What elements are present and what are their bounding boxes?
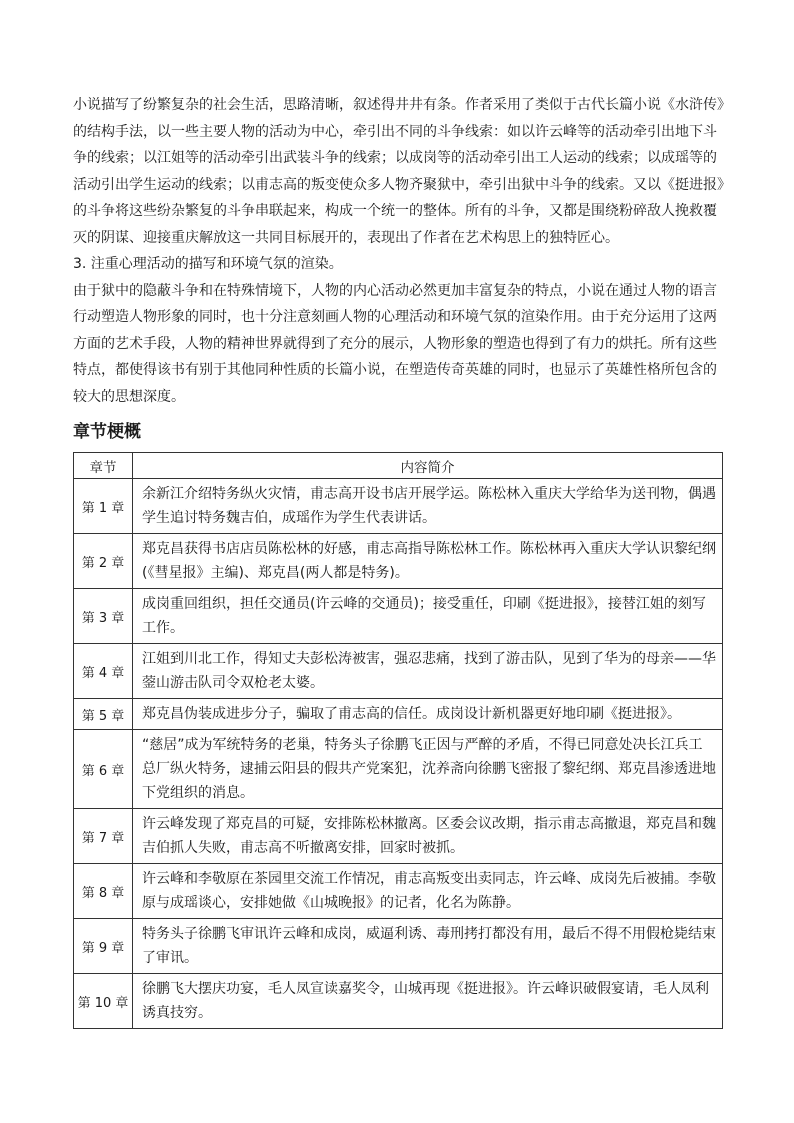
point-3-line: 行动塑造人物形象的同时，也十分注意刻画人物的心理活动和环境气氛的渲染作用。由于充分运用了这两 (73, 309, 717, 325)
summary-line: 许云峰发现了郑克昌的可疑，安排陈松林撤离。区委会议改期，指示甫志高撤退，郑克昌和魏 (142, 816, 716, 832)
table-row (74, 974, 723, 1029)
table-row (74, 479, 723, 534)
summary-line: 余新江介绍特务纵火灾情，甫志高开设书店开展学运。陈松林入重庆大学给华为送刊物，偶遇 (142, 486, 716, 502)
document-page (73, 92, 731, 1029)
summary-cell (133, 479, 723, 534)
point-3-line: 较大的思想深度。 (73, 388, 185, 405)
chapter-cell: 第 7 章 (74, 809, 133, 864)
table-row (74, 699, 723, 730)
section-heading: 章节梗概 (73, 422, 141, 442)
chapter-cell: 第 6 章 (74, 730, 133, 809)
summary-cell (133, 809, 723, 864)
summary-line: 诱真技穷。 (142, 1005, 212, 1021)
summary-line: 郑克昌伪装成进步分子，骗取了甫志高的信任。成岗设计新机器更好地印刷《挺进报》。 (142, 706, 681, 722)
point-3-line: 方面的艺术手段，人物的精神世界就得到了充分的展示，人物形象的塑造也得到了有力的烘托。所有这些 (73, 335, 717, 352)
header-summary: 内容简介 (133, 453, 723, 479)
summary-line: 吉伯抓人失败，甫志高不听撤离安排，回家时被抓。 (142, 840, 464, 856)
header-chapter: 章节 (74, 453, 133, 479)
point-3-line: 特点，都使得该书有别于其他同种性质的长篇小说，在塑造传奇英雄的同时，也显示了英雄性格所包含的 (73, 362, 717, 378)
chapter-cell: 第 8 章 (74, 864, 133, 919)
summary-line: 郑克昌获得书店店员陈松林的好感，甫志高指导陈松林工作。陈松林再入重庆大学认识黎纪纲 (142, 541, 716, 557)
summary-cell (133, 974, 723, 1029)
summary-cell (133, 534, 723, 589)
summary-line: 江姐到川北工作，得知丈夫彭松涛被害，强忍悲痛，找到了游击队，见到了华为的母亲——华 (142, 651, 716, 667)
chapter-cell: 第 4 章 (74, 644, 133, 699)
table-row (74, 644, 723, 699)
table-row (74, 589, 723, 644)
summary-line: 了审讯。 (142, 950, 198, 966)
intro-line: 小说描写了纷繁复杂的社会生活，思路清晰，叙述得井井有条。作者采用了类似于古代长篇小说《水浒传》 (73, 97, 731, 113)
summary-line: 原与成瑶谈心，安排她做《山城晚报》的记者，化名为陈静。 (142, 895, 520, 911)
table-row (74, 864, 723, 919)
summary-line: 成岗重回组织，担任交通员(许云峰的交通员)；接受重任，印刷《挺进报》，接替江姐的刻写 (142, 596, 706, 612)
table-header-row (74, 453, 723, 479)
summary-line: 总厂纵火特务，逮捕云阳县的假共产党案犯，沈养斋向徐鹏飞密报了黎纪纲、郑克昌渗透进地 (142, 761, 716, 777)
intro-line: 灭的阴谋、迎接重庆解放这一共同目标展开的，表现出了作者在艺术构思上的独特匠心。 (73, 229, 619, 246)
intro-line: 的斗争将这些纷杂繁复的斗争串联起来，构成一个统一的整体。所有的斗争，又都是围绕粉碎敌人挽救覆 (73, 203, 717, 219)
table-row (74, 730, 723, 809)
chapter-table (73, 452, 723, 1029)
intro-paragraph (73, 92, 731, 251)
chapter-cell: 第 10 章 (74, 974, 133, 1029)
chapter-cell: 第 1 章 (74, 479, 133, 534)
table-row (74, 809, 723, 864)
summary-line: 许云峰和李敬原在茶园里交流工作情况，甫志高叛变出卖同志，许云峰、成岗先后被捕。李敬 (142, 871, 716, 887)
summary-cell (133, 644, 723, 699)
summary-line: 蓥山游击队司令双枪老太婆。 (142, 675, 324, 691)
summary-line: 学生追讨特务魏吉伯，成瑶作为学生代表讲话。 (142, 510, 436, 526)
intro-line: 活动引出学生运动的线索；以甫志高的叛变使众多人物齐聚狱中，牵引出狱中斗争的线索。又以《挺进报》 (73, 176, 731, 193)
summary-line: 下党组织的消息。 (142, 785, 254, 801)
chapter-cell: 第 2 章 (74, 534, 133, 589)
summary-line: 特务头子徐鹏飞审讯许云峰和成岗，威逼利诱、毒刑拷打都没有用，最后不得不用假枪毙结束 (142, 926, 716, 942)
summary-line: 徐鹏飞大摆庆功宴，毛人凤宣读嘉奖令，山城再现《挺进报》。许云峰识破假宴请，毛人凤利 (142, 981, 709, 997)
table-row (74, 919, 723, 974)
summary-line: “慈居”成为军统特务的老巢，特务头子徐鹏飞正因与严醉的矛盾，不得已同意处决长江兵工 (142, 737, 703, 753)
summary-cell (133, 919, 723, 974)
summary-line: 工作。 (142, 620, 184, 636)
summary-cell (133, 589, 723, 644)
chapter-cell: 第 9 章 (74, 919, 133, 974)
chapter-cell: 第 3 章 (74, 589, 133, 644)
intro-line: 争的线索；以江姐等的活动牵引出武装斗争的线索；以成岗等的活动牵引出工人运动的线索；以成瑶等的 (73, 150, 717, 166)
summary-cell (133, 730, 723, 809)
summary-cell (133, 864, 723, 919)
chapter-cell: 第 5 章 (74, 699, 133, 730)
point-3-line: 由于狱中的隐蔽斗争和在特殊情境下，人物的内心活动必然更加丰富复杂的特点，小说在通过人物的语言 (73, 282, 717, 299)
summary-cell (133, 699, 723, 730)
point-3-title: 3. 注重心理活动的描写和环境气氛的渲染。 (73, 256, 343, 272)
summary-line: (《彗星报》主编)、郑克昌(两人都是特务)。 (142, 565, 409, 581)
point-3-paragraph (73, 278, 723, 411)
table-row (74, 534, 723, 589)
intro-line: 的结构手法，以一些主要人物的活动为中心，牵引出不同的斗争线索：如以许云峰等的活动牵引出地下斗 (73, 123, 717, 140)
